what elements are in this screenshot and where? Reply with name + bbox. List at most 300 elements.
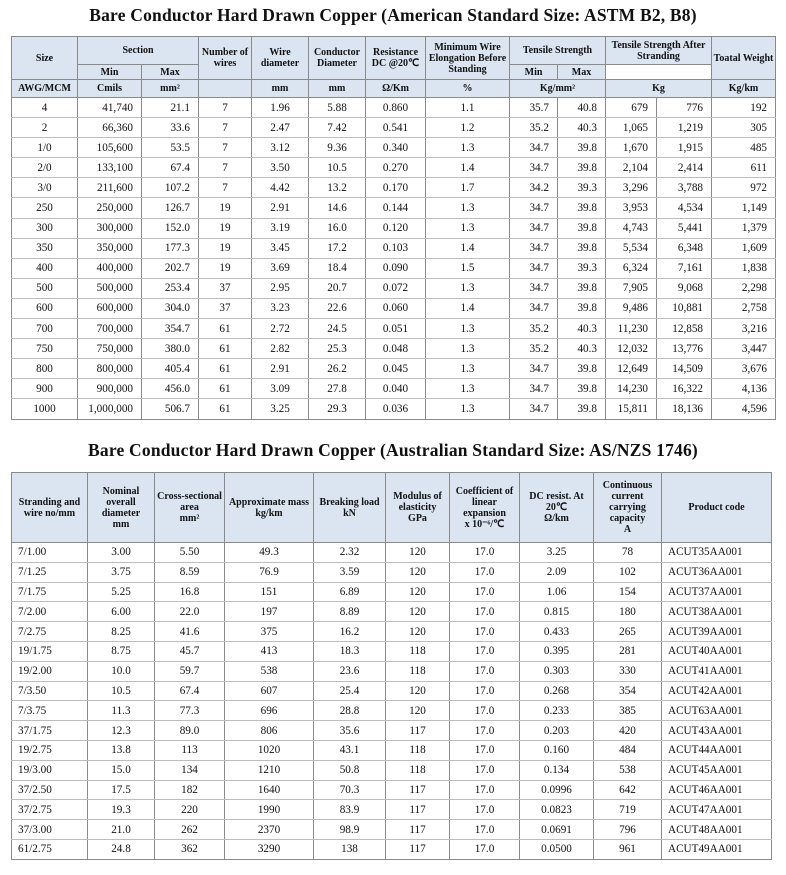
table-cell: 19.3	[88, 800, 155, 820]
table-cell: 1210	[225, 760, 314, 780]
table-cell: 538	[225, 661, 314, 681]
asnzs-table	[11, 472, 772, 860]
table-row	[12, 760, 772, 780]
table-cell: ACUT48AA001	[662, 820, 772, 840]
table-cell: 37	[199, 278, 252, 298]
table-cell: 40.3	[558, 339, 606, 359]
table-cell: 41,740	[78, 98, 142, 118]
table-cell: 1.96	[252, 98, 309, 118]
table-cell: 1.3	[426, 399, 510, 419]
table-cell: ACUT40AA001	[662, 641, 772, 661]
table-cell: 1990	[225, 800, 314, 820]
table-cell: 354.7	[142, 319, 199, 339]
table-cell: 354	[594, 681, 662, 701]
table-cell: 0.340	[366, 138, 426, 158]
table-cell: 2,414	[657, 158, 712, 178]
table-row	[12, 319, 776, 339]
header-cross-section: Cross-sectional area mm²	[155, 473, 225, 543]
table-cell: 1,149	[712, 198, 776, 218]
table-cell: 7/1.00	[12, 543, 88, 563]
table-cell: 719	[594, 800, 662, 820]
table-cell: 380.0	[142, 339, 199, 359]
table-cell: 35.2	[510, 319, 558, 339]
table-cell: 3.00	[88, 543, 155, 563]
table-cell: 17.0	[450, 780, 520, 800]
table-row	[12, 218, 776, 238]
table-cell: 0.815	[520, 602, 594, 622]
table-cell: 17.0	[450, 543, 520, 563]
table-cell: 12,858	[657, 319, 712, 339]
table-cell: ACUT41AA001	[662, 661, 772, 681]
table-cell: 37/3.00	[12, 820, 88, 840]
table-cell: 3.59	[314, 562, 386, 582]
table-cell: 182	[155, 780, 225, 800]
table-cell: 17.0	[450, 839, 520, 859]
table-cell: 78	[594, 543, 662, 563]
table-row	[12, 839, 772, 859]
table-cell: 0.048	[366, 339, 426, 359]
table-cell: 1,609	[712, 238, 776, 258]
table-cell: 83.9	[314, 800, 386, 820]
table-cell: 2.95	[252, 278, 309, 298]
table-cell: 34.7	[510, 138, 558, 158]
table-cell: 700,000	[78, 319, 142, 339]
table-cell: 0.051	[366, 319, 426, 339]
table-cell: 19	[199, 238, 252, 258]
table-cell: 16,322	[657, 379, 712, 399]
table-cell: 39.3	[558, 178, 606, 198]
table-row	[12, 820, 772, 840]
table-cell: 1640	[225, 780, 314, 800]
table-cell: 37/2.50	[12, 780, 88, 800]
table-cell: 24.5	[309, 319, 366, 339]
table-cell: 700	[12, 319, 78, 339]
table-cell: 197	[225, 602, 314, 622]
table-cell: 281	[594, 641, 662, 661]
table-cell: 0.134	[520, 760, 594, 780]
table-cell: 1.4	[426, 238, 510, 258]
table-cell: 3,788	[657, 178, 712, 198]
table-cell: 33.6	[142, 118, 199, 138]
table-cell: 138	[314, 839, 386, 859]
table-cell: 34.7	[510, 238, 558, 258]
table-cell: 7,161	[657, 258, 712, 278]
table-cell: 34.7	[510, 278, 558, 298]
table-cell: 39.8	[558, 238, 606, 258]
unit-after: Kg	[606, 80, 712, 98]
table-cell: 7	[199, 98, 252, 118]
table-cell: 3.25	[252, 399, 309, 419]
table-cell: 1.3	[426, 359, 510, 379]
unit-wire-diameter: mm	[252, 80, 309, 98]
table-cell: 17.2	[309, 238, 366, 258]
table-cell: 8.89	[314, 602, 386, 622]
table-cell: 607	[225, 681, 314, 701]
table-cell: 41.6	[155, 622, 225, 642]
table-cell: 538	[594, 760, 662, 780]
table-cell: 134	[155, 760, 225, 780]
header-total-weight: Toatal Weight	[712, 37, 776, 80]
table-row	[12, 582, 772, 602]
table-cell: 485	[712, 138, 776, 158]
header-resistance: Resistance DC @20℃	[366, 37, 426, 80]
table-cell: 1,670	[606, 138, 657, 158]
table-cell: 13.2	[309, 178, 366, 198]
table-cell: 7/2.00	[12, 602, 88, 622]
table-cell: 25.3	[309, 339, 366, 359]
table-cell: 500	[12, 278, 78, 298]
unit-resistance: Ω/Km	[366, 80, 426, 98]
table-cell: 53.5	[142, 138, 199, 158]
table-cell: 17.0	[450, 760, 520, 780]
table-cell: 98.9	[314, 820, 386, 840]
table-cell: 6,348	[657, 238, 712, 258]
table-cell: 3.12	[252, 138, 309, 158]
table-cell: 262	[155, 820, 225, 840]
table-cell: 39.8	[558, 218, 606, 238]
table-cell: 19	[199, 258, 252, 278]
table-cell: 19/2.75	[12, 740, 88, 760]
table-cell: ACUT37AA001	[662, 582, 772, 602]
table-cell: 17.0	[450, 800, 520, 820]
table-cell: 120	[386, 582, 450, 602]
table-cell: 9.36	[309, 138, 366, 158]
table-cell: 17.0	[450, 622, 520, 642]
table-cell: 11,230	[606, 319, 657, 339]
table-cell: ACUT43AA001	[662, 721, 772, 741]
header-nominal-diameter: Nominal overall diameter mm	[88, 473, 155, 543]
table-cell: 19	[199, 218, 252, 238]
table-cell: 3,447	[712, 339, 776, 359]
table-cell: 13,776	[657, 339, 712, 359]
table-cell: 50.8	[314, 760, 386, 780]
table-cell: 1/0	[12, 138, 78, 158]
table-cell: 456.0	[142, 379, 199, 399]
table-cell: 17.0	[450, 721, 520, 741]
table-cell: 3.50	[252, 158, 309, 178]
table-cell: 3.45	[252, 238, 309, 258]
table-cell: 796	[594, 820, 662, 840]
table-cell: 405.4	[142, 359, 199, 379]
table-cell: 506.7	[142, 399, 199, 419]
table-cell: 177.3	[142, 238, 199, 258]
table-cell: 3/0	[12, 178, 78, 198]
table-cell: 3,216	[712, 319, 776, 339]
table-cell: 120	[386, 622, 450, 642]
table-cell: 0.0823	[520, 800, 594, 820]
table-cell: 39.8	[558, 158, 606, 178]
table-cell: 17.0	[450, 562, 520, 582]
table-cell: 4.42	[252, 178, 309, 198]
table-cell: 17.5	[88, 780, 155, 800]
table-row	[12, 258, 776, 278]
table-cell: ACUT38AA001	[662, 602, 772, 622]
table-cell: 29.3	[309, 399, 366, 419]
astm-table-body	[12, 98, 776, 420]
table-cell: 300,000	[78, 218, 142, 238]
table-cell: 0.395	[520, 641, 594, 661]
table-cell: 43.1	[314, 740, 386, 760]
table-cell: 180	[594, 602, 662, 622]
table-cell: 2.47	[252, 118, 309, 138]
table-cell: 120	[386, 543, 450, 563]
table-cell: 39.8	[558, 138, 606, 158]
table-cell: 250	[12, 198, 78, 218]
table-cell: 19/1.75	[12, 641, 88, 661]
table-cell: 1.3	[426, 339, 510, 359]
table-cell: 22.0	[155, 602, 225, 622]
table-row	[12, 198, 776, 218]
table-cell: 3,676	[712, 359, 776, 379]
table-cell: 3.19	[252, 218, 309, 238]
table-cell: 0.0996	[520, 780, 594, 800]
table-cell: 61	[199, 319, 252, 339]
table-row	[12, 800, 772, 820]
table-cell: 0.541	[366, 118, 426, 138]
table-cell: 117	[386, 721, 450, 741]
table-cell: 0.040	[366, 379, 426, 399]
table-cell: 600,000	[78, 298, 142, 318]
table-cell: 9,486	[606, 298, 657, 318]
header-section: Section	[78, 37, 199, 65]
unit-mm2: mm²	[142, 80, 199, 98]
table-cell: 250,000	[78, 198, 142, 218]
table-cell: 1,000,000	[78, 399, 142, 419]
table-cell: 2,104	[606, 158, 657, 178]
table-cell: 2.32	[314, 543, 386, 563]
table-cell: 120	[386, 602, 450, 622]
table-cell: 77.3	[155, 701, 225, 721]
table-cell: 5.88	[309, 98, 366, 118]
table-cell: 0.144	[366, 198, 426, 218]
table-cell: 16.8	[155, 582, 225, 602]
table-cell: 61	[199, 339, 252, 359]
table-cell: 2.82	[252, 339, 309, 359]
table-cell: 28.8	[314, 701, 386, 721]
table-row	[12, 238, 776, 258]
table-cell: 133,100	[78, 158, 142, 178]
table-cell: 1.3	[426, 138, 510, 158]
table-cell: 5.25	[88, 582, 155, 602]
table-cell: 19/3.00	[12, 760, 88, 780]
table-cell: 1,379	[712, 218, 776, 238]
table-cell: 24.8	[88, 839, 155, 859]
table-cell: 105,600	[78, 138, 142, 158]
table-cell: 211,600	[78, 178, 142, 198]
table-cell: 3290	[225, 839, 314, 859]
table-cell: 39.8	[558, 198, 606, 218]
table-cell: 67.4	[155, 681, 225, 701]
table-cell: 10.5	[309, 158, 366, 178]
table-cell: 4,743	[606, 218, 657, 238]
table-cell: 1.4	[426, 158, 510, 178]
header-breaking-load: Breaking load kN	[314, 473, 386, 543]
table-cell: 12.3	[88, 721, 155, 741]
table-cell: 385	[594, 701, 662, 721]
table-cell: 40.8	[558, 98, 606, 118]
table-cell: 14.6	[309, 198, 366, 218]
table-cell: 17.0	[450, 602, 520, 622]
table-cell: 120	[386, 701, 450, 721]
table-cell: 14,230	[606, 379, 657, 399]
table-cell: 61/2.75	[12, 839, 88, 859]
table-cell: 17.0	[450, 701, 520, 721]
table-cell: 3,953	[606, 198, 657, 218]
table-row	[12, 622, 772, 642]
table-cell: 350,000	[78, 238, 142, 258]
table-row	[12, 178, 776, 198]
table-cell: 253.4	[142, 278, 199, 298]
table-row	[12, 562, 772, 582]
table-row	[12, 780, 772, 800]
table-row	[12, 661, 772, 681]
table-cell: 107.2	[142, 178, 199, 198]
table-cell: 300	[12, 218, 78, 238]
table-cell: 117	[386, 839, 450, 859]
table-cell: 2.09	[520, 562, 594, 582]
table-cell: 0.0500	[520, 839, 594, 859]
table-cell: 0.120	[366, 218, 426, 238]
table-cell: 220	[155, 800, 225, 820]
table-cell: 34.7	[510, 258, 558, 278]
table-cell: 16.2	[314, 622, 386, 642]
table-cell: 0.036	[366, 399, 426, 419]
table-cell: 202.7	[142, 258, 199, 278]
table-cell: ACUT39AA001	[662, 622, 772, 642]
table-cell: 1.7	[426, 178, 510, 198]
table-cell: 16.0	[309, 218, 366, 238]
table-cell: 27.8	[309, 379, 366, 399]
table-cell: 10.5	[88, 681, 155, 701]
table-cell: 59.7	[155, 661, 225, 681]
table-cell: 117	[386, 820, 450, 840]
table-cell: 37	[199, 298, 252, 318]
table-cell: 40.3	[558, 319, 606, 339]
table-cell: 1,065	[606, 118, 657, 138]
table-cell: 34.7	[510, 218, 558, 238]
table-cell: 1.2	[426, 118, 510, 138]
asnzs-table-body	[12, 543, 772, 860]
table-cell: 151	[225, 582, 314, 602]
table-cell: 3.23	[252, 298, 309, 318]
header-tensile-min: Min	[78, 65, 142, 80]
table-cell: 1,838	[712, 258, 776, 278]
table-cell: 17.0	[450, 641, 520, 661]
table-cell: 400,000	[78, 258, 142, 278]
table-cell: 89.0	[155, 721, 225, 741]
table-cell: 19	[199, 198, 252, 218]
header-stranding: Stranding and wire no/mm	[12, 473, 88, 543]
table-cell: 362	[155, 839, 225, 859]
table-cell: ACUT42AA001	[662, 681, 772, 701]
table-cell: 11.3	[88, 701, 155, 721]
table-cell: 776	[657, 98, 712, 118]
table-cell: 39.8	[558, 298, 606, 318]
table-row	[12, 701, 772, 721]
table-cell: 117	[386, 780, 450, 800]
table-cell: 1000	[12, 399, 78, 419]
table-cell: 7	[199, 118, 252, 138]
table-cell: 8.75	[88, 641, 155, 661]
table-cell: 66,360	[78, 118, 142, 138]
table-cell: 2370	[225, 820, 314, 840]
table-row	[12, 399, 776, 419]
table-cell: 305	[712, 118, 776, 138]
table-cell: ACUT36AA001	[662, 562, 772, 582]
table-row	[12, 118, 776, 138]
table-cell: 4,136	[712, 379, 776, 399]
table-cell: 350	[12, 238, 78, 258]
table-cell: 2	[12, 118, 78, 138]
table-row	[12, 602, 772, 622]
table-cell: 12,032	[606, 339, 657, 359]
table-cell: 15.0	[88, 760, 155, 780]
table-cell: 35.2	[510, 339, 558, 359]
unit-conductor-diameter: mm	[309, 80, 366, 98]
header-after-min: Min	[510, 65, 558, 80]
table-cell: 2.91	[252, 359, 309, 379]
table-cell: 2/0	[12, 158, 78, 178]
table-cell: 37/2.75	[12, 800, 88, 820]
table-cell: 17.0	[450, 740, 520, 760]
table-cell: 304.0	[142, 298, 199, 318]
table-cell: 1,915	[657, 138, 712, 158]
table-cell: 900	[12, 379, 78, 399]
table-cell: 7,905	[606, 278, 657, 298]
table-cell: 972	[712, 178, 776, 198]
table-cell: 13.8	[88, 740, 155, 760]
header-expansion: Coefficient of linear expansion x 10⁻⁶/℃	[450, 473, 520, 543]
table-cell: 21.1	[142, 98, 199, 118]
unit-wires	[199, 80, 252, 98]
table-row	[12, 138, 776, 158]
table-cell: 0.268	[520, 681, 594, 701]
table-row	[12, 641, 772, 661]
table-cell: 696	[225, 701, 314, 721]
table-cell: 330	[594, 661, 662, 681]
table-cell: 375	[225, 622, 314, 642]
unit-weight: Kg/km	[712, 80, 776, 98]
table-cell: 118	[386, 760, 450, 780]
table-cell: 34.7	[510, 198, 558, 218]
table-cell: 500,000	[78, 278, 142, 298]
table-cell: 39.8	[558, 359, 606, 379]
astm-table-title: Bare Conductor Hard Drawn Copper (American Standard Size: ASTM B2, B8)	[89, 5, 697, 25]
table-cell: 0.060	[366, 298, 426, 318]
table-cell: 642	[594, 780, 662, 800]
table-cell: 0.0691	[520, 820, 594, 840]
table-cell: 34.7	[510, 359, 558, 379]
table-cell: 12,649	[606, 359, 657, 379]
table-cell: 1,219	[657, 118, 712, 138]
table-cell: 70.3	[314, 780, 386, 800]
table-cell: 0.170	[366, 178, 426, 198]
table-cell: 18.3	[314, 641, 386, 661]
table-cell: 39.3	[558, 258, 606, 278]
table-cell: 14,509	[657, 359, 712, 379]
table-cell: 0.433	[520, 622, 594, 642]
table-cell: 126.7	[142, 198, 199, 218]
table-cell: 39.8	[558, 278, 606, 298]
table-cell: 25.4	[314, 681, 386, 701]
table-cell: 61	[199, 359, 252, 379]
table-cell: 0.303	[520, 661, 594, 681]
table-cell: 7/2.75	[12, 622, 88, 642]
header-size: Size	[12, 37, 78, 80]
table-cell: 117	[386, 800, 450, 820]
table-cell: 49.3	[225, 543, 314, 563]
table-row	[12, 721, 772, 741]
